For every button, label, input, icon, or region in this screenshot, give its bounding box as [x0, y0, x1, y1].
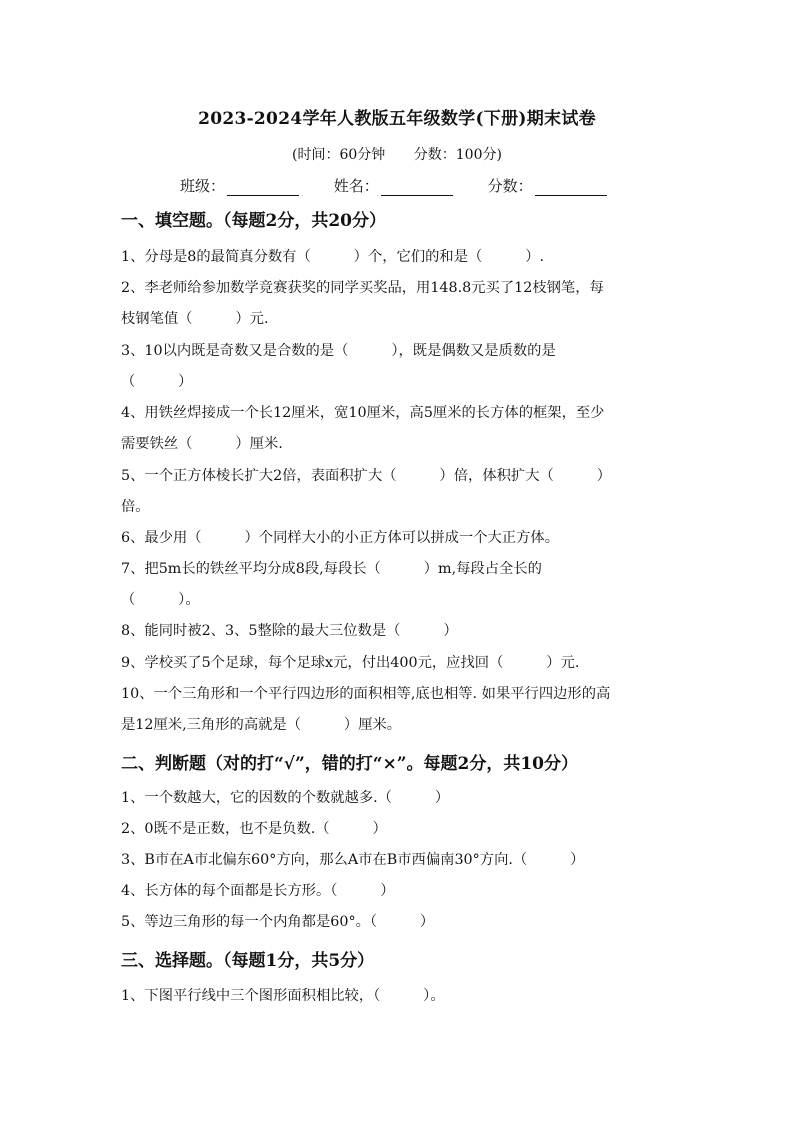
s1-question-4-line2: 需要铁丝（ ）厘米. — [121, 436, 283, 452]
class-blank[interactable] — [227, 181, 299, 196]
s1-question-5-line2: 倍。 — [121, 499, 150, 515]
s2-question-4: 4、长方体的每个面都是长方形。（ ） — [121, 883, 395, 899]
s1-question-7-line2: （ ）。 — [121, 592, 200, 608]
s3-question-1: 1、下图平行线中三个图形面积相比较，（ ）。 — [121, 988, 445, 1004]
score-label: 分数： — [487, 177, 533, 195]
s1-question-2-line1: 2、李老师给参加数学竞赛获奖的同学买奖品，用148.8元买了12枝钢笔，每 — [121, 280, 604, 296]
class-label: 班级： — [180, 177, 226, 195]
s1-question-8: 8、能同时被2、3、5整除的最大三位数是（ ） — [121, 623, 458, 639]
s1-question-10-line1: 10、一个三角形和一个平行四边形的面积相等,底也相等. 如果平行四边形的高 — [121, 686, 611, 702]
s1-question-3-line2: （ ） — [121, 374, 193, 390]
s2-question-3: 3、B市在A市北偏东60°方向，那么A市在B市西偏南30°方向.（ ） — [121, 852, 585, 868]
section2-heading: 二、判断题（对的打“√”，错的打“×”。每题2分，共10分） — [121, 754, 579, 774]
section3-heading: 三、选择题。（每题1分，共5分） — [121, 951, 375, 971]
score-info: 分数：100分) — [413, 147, 502, 163]
name-blank[interactable] — [381, 181, 453, 196]
s1-question-4-line1: 4、用铁丝焊接成一个长12厘米，宽10厘米，高5厘米的长方体的框架，至少 — [121, 405, 605, 421]
class-field — [180, 175, 299, 196]
s1-question-1: 1、分母是8的最简真分数有（ ）个，它们的和是（ ）. — [121, 249, 545, 265]
s2-question-5: 5、等边三角形的每一个内角都是60°。（ ） — [121, 914, 435, 930]
s2-question-2: 2、0既不是正数，也不是负数.（ ） — [121, 821, 387, 837]
student-info-fields — [180, 175, 637, 196]
exam-meta — [0, 144, 794, 164]
section1-heading: 一、填空题。（每题2分，共20分） — [121, 211, 386, 231]
s1-question-5-line1: 5、一个正方体棱长扩大2倍，表面积扩大（ ）倍，体积扩大（ ） — [121, 468, 611, 484]
name-label: 姓名： — [333, 177, 379, 195]
s1-question-6: 6、最少用（ ）个同样大小的小正方体可以拼成一个大正方体。 — [121, 530, 559, 546]
s1-question-10-line2: 是12厘米,三角形的高就是（ ）厘米。 — [121, 717, 402, 733]
score-field — [488, 175, 607, 196]
s2-question-1: 1、一个数越大，它的因数的个数就越多.（ ） — [121, 790, 450, 806]
name-field — [334, 175, 453, 196]
time-info: (时间：60分钟 — [292, 147, 386, 163]
score-blank[interactable] — [535, 181, 607, 196]
s1-question-9: 9、学校买了5个足球，每个足球x元，付出400元，应找回（ ）元. — [121, 655, 580, 671]
exam-title: 2023-2024学年人教版五年级数学(下册)期末试卷 — [198, 109, 596, 129]
s1-question-2-line2: 枝钢笔值（ ）元. — [121, 311, 269, 327]
s1-question-3-line1: 3、10以内既是奇数又是合数的是（ ），既是偶数又是质数的是 — [121, 343, 556, 359]
s1-question-7-line1: 7、把5m长的铁丝平均分成8段,每段长（ ）m,每段占全长的 — [121, 561, 542, 577]
